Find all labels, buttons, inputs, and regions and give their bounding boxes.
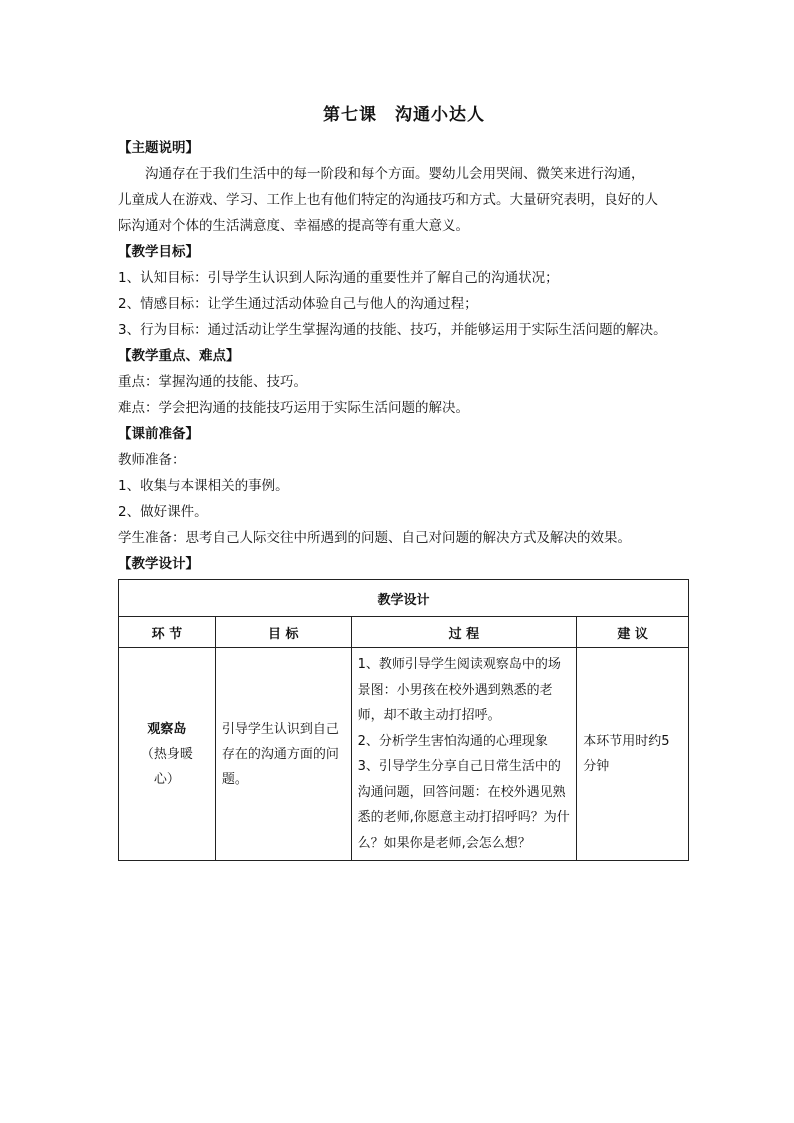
theme-line-2: 儿童成人在游戏、学习、工作上也有他们特定的沟通技巧和方式。大量研究表明，良好的人 (118, 192, 658, 208)
prep-line-4: 学生准备：思考自己人际交往中所遇到的问题、自己对问题的解决方式及解决的效果。 (118, 530, 631, 546)
keypoint-line-1: 重点：掌握沟通的技能、技巧。 (118, 374, 307, 390)
column-header-stage: 环 节 (119, 617, 216, 648)
process-step-1: 1、教师引导学生阅读观察岛中的场景图：小男孩在校外遇到熟悉的老师，却不敢主动打招呼。 (357, 657, 561, 723)
theme-line-1: 沟通存在于我们生活中的每一阶段和每个方面。婴幼儿会用哭闹、微笑来进行沟通， (145, 166, 645, 182)
process-cell (351, 648, 577, 861)
column-header-suggestion: 建 议 (577, 617, 689, 648)
section-heading-keypoints: 【教学重点、难点】 (118, 348, 240, 364)
column-header-process: 过 程 (351, 617, 577, 648)
goal-line-1: 1、认知目标：引导学生认识到人际沟通的重要性并了解自己的沟通状况； (118, 270, 559, 286)
goal-line-2: 2、情感目标：让学生通过活动体验自己与他人的沟通过程； (118, 296, 478, 312)
prep-line-3: 2、做好课件。 (118, 504, 208, 520)
goal-line-3: 3、行为目标：通过活动让学生掌握沟通的技能、技巧，并能够运用于实际生活问题的解决。 (118, 322, 667, 338)
goal-cell: 引导学生认识到自己存在的沟通方面的问题。 (215, 648, 351, 861)
stage-subtitle-2: 心） (153, 771, 180, 787)
prep-line-1: 教师准备： (118, 452, 186, 468)
table-title: 教学设计 (119, 580, 689, 617)
theme-line-3: 际沟通对个体的生活满意度、幸福感的提高等有重大意义。 (118, 218, 469, 234)
section-heading-theme: 【主题说明】 (118, 140, 199, 156)
table-row (119, 648, 689, 861)
process-step-2: 2、分析学生害怕沟通的心理现象 (357, 733, 548, 749)
stage-cell (119, 648, 216, 861)
column-header-goal: 目 标 (215, 617, 351, 648)
section-heading-design: 【教学设计】 (118, 556, 199, 572)
page-title: 第七课 沟通小达人 (323, 105, 485, 125)
suggestion-cell: 本环节用时约5分钟 (577, 648, 689, 861)
document-page (118, 100, 690, 861)
section-heading-goals: 【教学目标】 (118, 244, 199, 260)
stage-name: 观察岛 (147, 721, 187, 737)
stage-subtitle-1: （热身暖 (140, 746, 193, 762)
keypoint-line-2: 难点：学会把沟通的技能技巧运用于实际生活问题的解决。 (118, 400, 469, 416)
process-step-3: 3、引导学生分享自己日常生活中的沟通问题，回答问题：在校外遇见熟悉的老师,你愿意主动打招呼吗？为什么？如果你是老师,会怎么想？ (357, 759, 570, 851)
prep-line-2: 1、收集与本课相关的事例。 (118, 478, 289, 494)
section-heading-prep: 【课前准备】 (118, 426, 199, 442)
teaching-design-table (118, 579, 689, 861)
